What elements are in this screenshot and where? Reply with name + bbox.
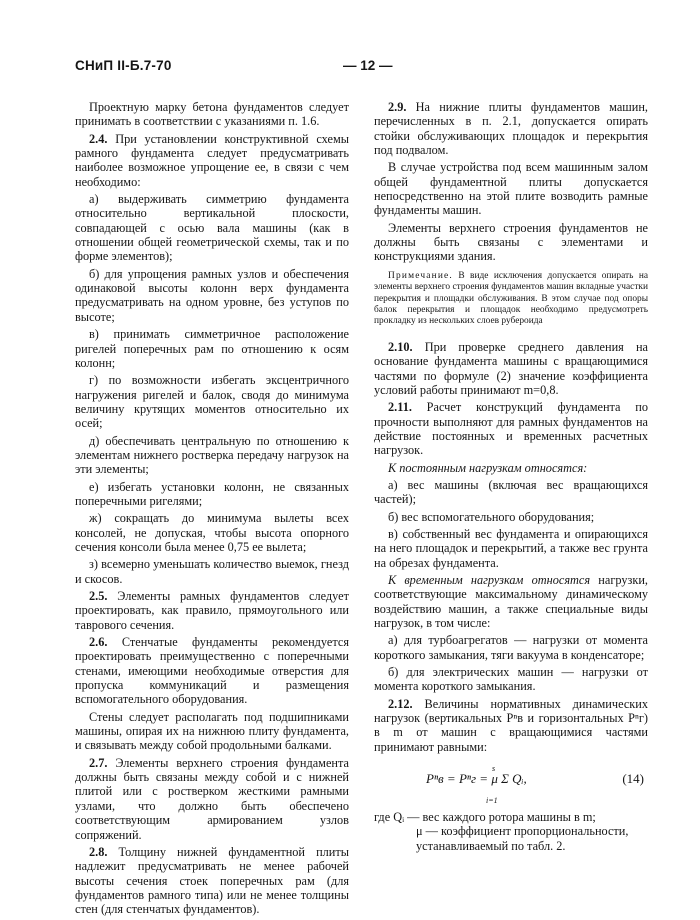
list-item: г) по возможности избегать эксцентричного нагружения ригелей и балок, сводя до минимума величину крутящих моментов относительно их осей; <box>75 373 349 431</box>
page-header <box>75 58 630 80</box>
clause-number: 2.9. <box>388 100 407 114</box>
paragraph: В случае устройства под всем машинным залом общей фундаментной плиты допускается непосредственно на этой плите возводить рамные фундаменты машин. <box>374 160 648 218</box>
document-code: СНиП II-Б.7-70 <box>75 58 172 73</box>
clause-number: 2.10. <box>388 339 413 354</box>
temporary-loads-paragraph <box>374 573 648 630</box>
note-text: В виде исключения допускается опирать на элементы верхнего строения фундаментов машин вкладные участки перекрытия и площадки обслуживания. В этом случае под опоры балок перекрытия и площадок необходимо предусмотреть прокладку из нескольких слоев рубероида <box>374 270 648 327</box>
paragraph-2-8 <box>75 845 349 917</box>
clause-number: 2.12. <box>388 696 413 711</box>
page-number: — 12 — <box>343 58 393 73</box>
paragraph-2-5 <box>75 589 349 632</box>
formula-definitions <box>374 810 648 853</box>
list-item: а) для турбоагрегатов — нагрузки от момента короткого замыкания, тяги вакуума в конденсаторе; <box>374 633 648 662</box>
list-item: ж) сокращать до минимума вылеты всех консолей, не допуская, чтобы высота опорного сечения консоли была менее 0,75 ее вылета; <box>75 511 349 554</box>
paragraph: Стены следует располагать под подшипниками машины, опирая их на нижнюю плиту фундамента, и связывать между собой продольными балками. <box>75 709 349 753</box>
temporary-loads-heading: К временным нагрузкам относятся <box>388 572 591 587</box>
clause-text: Расчет конструкций фундамента по прочности выполняют для рамных фундаментов на действие постоянных и временных расчетных нагрузок. <box>374 400 648 458</box>
clause-text: При проверке среднего давления на основание фундамента машины с вращающимися частями по формуле (2) значение коэффициента условий работы принимают m=0,8. <box>374 339 648 397</box>
definition-line: μ — коэффициент пропорциональности, <box>416 824 629 839</box>
note-label: Примечание. <box>388 270 453 281</box>
formula-number: (14) <box>622 771 644 787</box>
paragraph-2-10 <box>374 340 648 397</box>
note <box>374 271 648 328</box>
paragraph-2-6 <box>75 635 349 707</box>
list-item: б) для упрощения рамных узлов и обеспечения одинаковой высоты колонн верх фундамента предусматривать на одном уровне, без уступов по высоте; <box>75 266 349 324</box>
clause-number: 2.5. <box>89 589 108 603</box>
clause-text: Элементы рамных фундаментов следует проектировать, как правило, прямоугольного или таврового сечения. <box>75 589 349 632</box>
clause-text: Стенчатые фундаменты рекомендуется проектировать преимущественно с поперечными стенами, имеющими необходимые отверстия для пропуска коммуникаций и размещения вспомогательного оборудования. <box>75 635 350 707</box>
list-item: а) выдерживать симметрию фундамента относительно вертикальной плоскости, совпадающей с осью вала машины (как в отношении общей геометрической схемы, так и по форме элементов); <box>75 192 349 264</box>
list-item: з) всемерно уменьшать количество выемок, гнезд и скосов. <box>75 557 349 586</box>
clause-number: 2.6. <box>89 635 108 650</box>
formula-expression: Pⁿв = Pⁿг = μ Σ Qᵢ, <box>426 771 527 787</box>
left-column <box>75 100 349 920</box>
clause-number: 2.11. <box>388 400 412 415</box>
sum-lower-limit: i=1 <box>486 796 498 806</box>
definition-line: устанавливаемый по табл. 2. <box>416 838 566 853</box>
paragraph: Проектную марку бетона фундаментов следует принимать в соответствии с указаниями п. 1.6. <box>75 100 349 129</box>
paragraph-2-12 <box>374 697 648 754</box>
permanent-loads-heading: К постоянным нагрузкам относятся: <box>388 460 588 475</box>
clause-text: Толщину нижней фундаментной плиты надлежит предусматривать не менее рабочей высоты сечения стоек поперечных рам (для фундаментов рамного типа) или не менее толщины стен (для стенчатых фундаментов). <box>75 844 349 917</box>
paragraph-2-7 <box>75 756 349 842</box>
sum-upper-limit: s <box>492 764 496 774</box>
clause-text: При установлении конструктивной схемы рамного фундамента следует предусматривать наиболее возможное упрощение ее, в связи с чем необходимо: <box>75 131 349 189</box>
clause-text: нагрузки, соответствующие максимальному динамическому воздействию машин, а также специальные виды нагрузок, в том числе: <box>374 572 648 630</box>
clause-text: Величины нормативных динамических нагрузок (вертикальных Pⁿв и горизонтальных Pⁿг) в m от машин с вращающимися частями принимают равными: <box>374 696 649 754</box>
clause-text: На нижние плиты фундаментов машин, перечисленных в п. 2.1, допускается опирать стойки обслуживающих площадок и перекрытия под подвалом. <box>374 100 648 158</box>
list-item: а) вес машины (включая вес вращающихся частей); <box>374 477 648 507</box>
clause-number: 2.8. <box>89 844 108 859</box>
definition-line: где Qᵢ — вес каждого ротора машины в m; <box>374 810 596 825</box>
clause-text: Элементы верхнего строения фундамента должны быть связаны между собой и с нижней плитой или с ростверком жесткими рамными узлами, что должно быть обеспечено соответствующим армированием узлов сопряжений. <box>75 755 349 842</box>
paragraph-2-11 <box>374 400 648 457</box>
list-item: д) обеспечивать центральную по отношению к элементам нижнего ростверка передачу нагрузок на эти элементы; <box>75 433 349 477</box>
paragraph-2-9 <box>374 100 648 157</box>
paragraph: Элементы верхнего строения фундаментов не должны быть связаны с элементами и конструкциями здания. <box>374 220 648 264</box>
clause-number: 2.4. <box>89 131 108 146</box>
list-item: б) вес вспомогательного оборудования; <box>388 509 595 524</box>
list-item: е) избегать установки колонн, не связанных поперечными ригелями; <box>75 479 349 508</box>
list-item: б) для электрических машин — нагрузки от момента короткого замыкания. <box>374 665 648 694</box>
clause-number: 2.7. <box>89 755 108 770</box>
list-item: в) принимать симметричное расположение ригелей поперечных рам по отношению к осям колонн; <box>75 327 349 370</box>
list-item: в) собственный вес фундамента и опирающихся на него площадок и перекрытий, а также вес грунта на обрезах фундамента. <box>374 526 648 570</box>
paragraph-2-4 <box>75 132 349 189</box>
right-column <box>374 100 648 853</box>
formula-14 <box>374 760 648 806</box>
